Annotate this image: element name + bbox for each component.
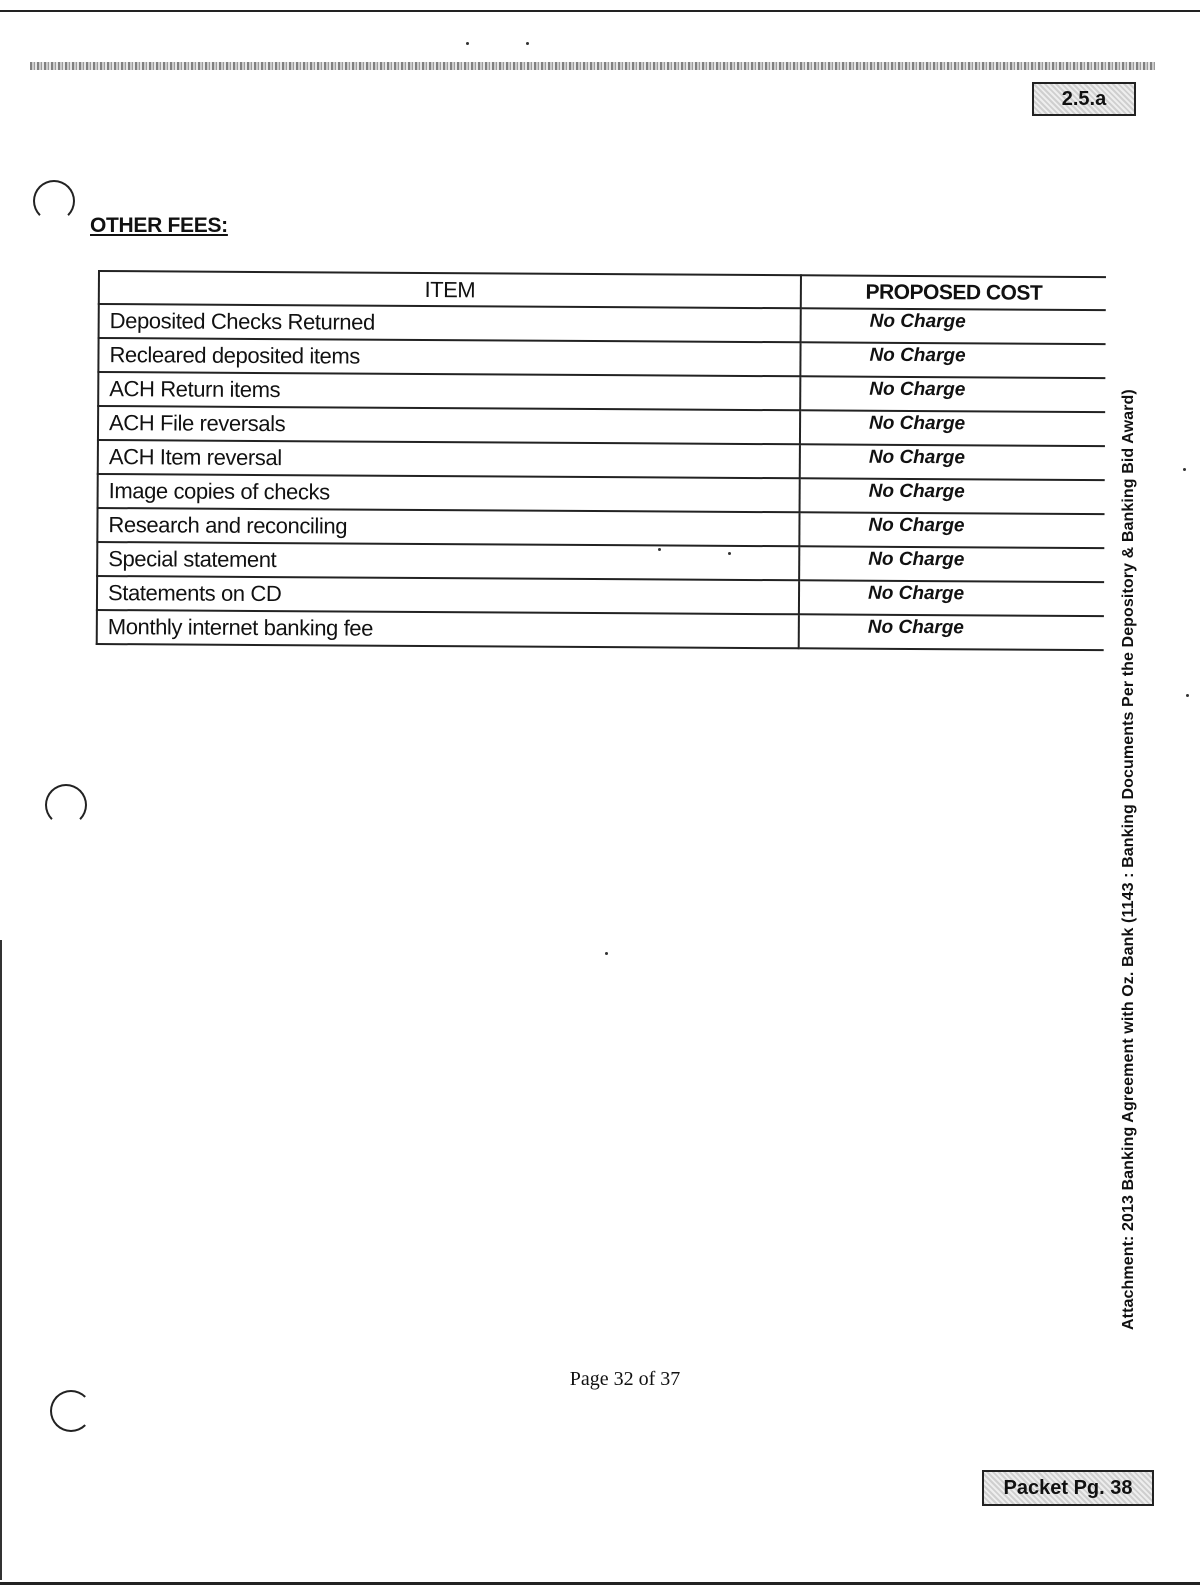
- scan-speck: [605, 952, 608, 955]
- fee-item: ACH Item reversal: [98, 440, 800, 478]
- left-border-line: [0, 940, 2, 1580]
- scan-speck: [1183, 468, 1186, 471]
- section-tag: [1032, 82, 1136, 116]
- fee-item: Recleared deposited items: [98, 338, 800, 376]
- punch-hole-icon: [45, 784, 87, 826]
- fee-item: Statements on CD: [97, 576, 799, 614]
- fee-cost: No Charge: [800, 376, 1105, 412]
- packet-page-tag: [982, 1470, 1154, 1506]
- attachment-side-note: Attachment: 2013 Banking Agreement with Oz. Bank (1143 : Banking Documents Per the Depository & Banking Bid Award): [1120, 389, 1137, 1330]
- fee-item: Special statement: [97, 542, 799, 580]
- fee-cost: No Charge: [800, 444, 1105, 480]
- column-header-item: ITEM: [99, 271, 801, 308]
- scan-noise-band: [30, 62, 1155, 70]
- fee-item: Monthly internet banking fee: [97, 610, 799, 648]
- section-title: OTHER FEES:: [90, 214, 228, 237]
- fee-item: Research and reconciling: [97, 508, 799, 546]
- section-tag-label: 2.5.a: [1061, 87, 1107, 110]
- bottom-border-line: [0, 1582, 1200, 1585]
- fee-item: ACH Return items: [98, 372, 800, 410]
- fee-cost: No Charge: [799, 546, 1104, 582]
- top-border-line: [0, 10, 1200, 12]
- punch-hole-icon: [50, 1390, 92, 1432]
- scan-speck: [1186, 694, 1189, 697]
- fee-item: ACH File reversals: [98, 406, 800, 444]
- scan-speck: [728, 552, 731, 555]
- fee-cost: No Charge: [799, 512, 1104, 548]
- scan-speck: [658, 548, 661, 551]
- fee-item: Deposited Checks Returned: [99, 304, 801, 342]
- page-number: Page 32 of 37: [569, 1368, 681, 1390]
- fee-cost: No Charge: [800, 478, 1105, 514]
- fee-item: Image copies of checks: [98, 474, 800, 512]
- scan-speck: [466, 42, 469, 45]
- fee-cost: No Charge: [799, 580, 1104, 616]
- fee-cost: No Charge: [801, 308, 1106, 344]
- table-row: [97, 610, 1104, 650]
- punch-hole-icon: [33, 180, 75, 222]
- packet-page-label: Packet Pg. 38: [1003, 1476, 1133, 1499]
- column-header-cost: PROPOSED COST: [801, 275, 1106, 310]
- fee-cost: No Charge: [799, 614, 1104, 650]
- scan-speck: [526, 42, 529, 45]
- fee-cost: No Charge: [800, 342, 1105, 378]
- fees-table: [96, 270, 1106, 651]
- fee-cost: No Charge: [800, 410, 1105, 446]
